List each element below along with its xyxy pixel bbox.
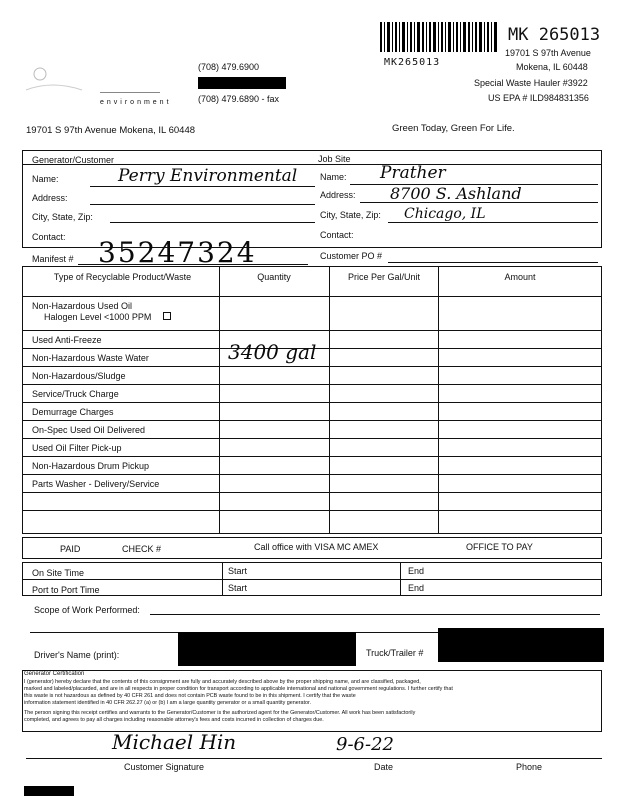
table-row-type: Demurrage Charges bbox=[32, 407, 114, 417]
footer-redaction bbox=[24, 786, 74, 796]
fax-number: (708) 479.6890 - fax bbox=[198, 94, 280, 104]
check-label: CHECK # bbox=[122, 544, 162, 554]
paid-label: PAID bbox=[60, 544, 81, 554]
barcode-number: MK265013 bbox=[384, 57, 441, 68]
date-label: Date bbox=[374, 762, 394, 772]
street-address: 19701 S 97th Avenue Mokena, IL 60448 bbox=[26, 125, 196, 136]
card-label: Call office with VISA MC AMEX bbox=[254, 542, 379, 552]
jobsite-address-value: 8700 S. Ashland bbox=[390, 184, 522, 203]
table-row-quantity: 3400 gal bbox=[228, 340, 317, 364]
jobsite-name-label: Name: bbox=[320, 172, 347, 182]
manifest-label: Manifest # bbox=[32, 254, 74, 264]
table-row-type: Non-Hazardous Used Oil bbox=[32, 301, 133, 311]
office-pay-label: OFFICE TO PAY bbox=[466, 542, 533, 552]
col-header-price: Price Per Gal/Unit bbox=[347, 272, 421, 282]
port-end-label: End bbox=[408, 583, 425, 593]
truck-trailer-label: Truck/Trailer # bbox=[366, 648, 424, 658]
generator-city-label: City, State, Zip: bbox=[32, 212, 93, 222]
table-row-type: Parts Washer - Delivery/Service bbox=[32, 479, 160, 489]
port-time-label: Port to Port Time bbox=[32, 585, 100, 595]
signature-date: 9-6-22 bbox=[336, 734, 394, 755]
cert-text-1: I (generator) hereby declare that the contents of this consignment are fully and accurately described above by the proper shipping name, and are classified, packaged, bbox=[24, 679, 421, 685]
jobsite-section-label: Job Site bbox=[318, 154, 351, 164]
manifest-mk-number: MK 265013 bbox=[508, 25, 601, 45]
table-row-type: Non-Hazardous Drum Pickup bbox=[32, 461, 150, 471]
jobsite-address-label: Address: bbox=[320, 190, 356, 200]
phone-number: (708) 479.6900 bbox=[198, 62, 260, 72]
col-header-amount: Amount bbox=[504, 272, 536, 282]
onsite-start-label: Start bbox=[228, 566, 248, 576]
halogen-checkbox[interactable] bbox=[163, 312, 171, 320]
jobsite-city-label: City, State, Zip: bbox=[320, 210, 381, 220]
company-logo bbox=[22, 60, 92, 100]
scope-label: Scope of Work Performed: bbox=[34, 605, 140, 615]
onsite-end-label: End bbox=[408, 566, 425, 576]
table-row-type: Non-Hazardous Waste Water bbox=[32, 353, 149, 363]
generator-address-label: Address: bbox=[32, 193, 68, 203]
table-row-type: Used Oil Filter Pick-up bbox=[32, 443, 122, 453]
driver-name-redaction bbox=[178, 632, 356, 666]
generator-contact-label: Contact: bbox=[32, 232, 66, 242]
table-row-type: Used Anti-Freeze bbox=[32, 335, 102, 345]
table-row-type: Non-Hazardous/Sludge bbox=[32, 371, 126, 381]
generator-name-label: Name: bbox=[32, 174, 59, 184]
generator-section-label: Generator/Customer bbox=[32, 155, 115, 165]
generator-name-value: Perry Environmental bbox=[118, 166, 298, 186]
phone-label: Phone bbox=[516, 762, 543, 772]
driver-name-label: Driver's Name (print): bbox=[34, 650, 120, 660]
hauler-number: Special Waste Hauler #3922 bbox=[474, 78, 588, 88]
onsite-time-label: On Site Time bbox=[32, 568, 85, 578]
customer-signature: Michael Hin bbox=[112, 730, 237, 754]
cert-text-2: marked and labeled/placarded, and are in all respects in proper condition for transport according to applicable international and national government regulations. I further certify that bbox=[24, 686, 453, 692]
epa-number: US EPA # ILD984831356 bbox=[488, 93, 589, 103]
slogan: Green Today, Green For Life. bbox=[392, 123, 515, 134]
col-header-quantity: Quantity bbox=[257, 272, 291, 282]
jobsite-name-value: Prather bbox=[380, 163, 446, 183]
manifest-value: 35247324 bbox=[98, 236, 257, 269]
cert-text-5: The person signing this receipt certifies and warrants to the Generator/Customer is the authorized agent for the Generator/Customer. All work has been satisfactorily bbox=[24, 710, 416, 716]
address-line1: 19701 S 97th Avenue bbox=[505, 48, 591, 58]
customer-po-label: Customer PO # bbox=[320, 251, 383, 261]
table-row-subtype: Halogen Level <1000 PPM bbox=[44, 312, 152, 322]
table-row-type: On-Spec Used Oil Delivered bbox=[32, 425, 146, 435]
cert-title: Generator Certification bbox=[24, 671, 85, 677]
col-header-type: Type of Recyclable Product/Waste bbox=[53, 272, 192, 282]
barcode bbox=[380, 22, 500, 56]
port-start-label: Start bbox=[228, 583, 248, 593]
cert-text-3: this waste is not hazardous as defined by 40 CFR 261 and does not contain PCB waste found to be in this shipment. I certify that the waste bbox=[24, 693, 356, 699]
truck-redaction bbox=[438, 628, 604, 662]
logo-subtitle: environment bbox=[100, 99, 172, 106]
address-line2: Mokena, IL 60448 bbox=[516, 62, 588, 72]
redaction-bar bbox=[198, 77, 286, 89]
cert-text-6: completed, and agrees to pay all charges including reasonable attorney's fees and costs incurred in collection of charges due. bbox=[24, 717, 324, 723]
cert-text-4: information statement identified in 40 CFR 262.27 (a) or (b) I am a large quantity generator or a small quantity generator. bbox=[24, 700, 312, 706]
table-row-type: Service/Truck Charge bbox=[32, 389, 119, 399]
customer-signature-label: Customer Signature bbox=[124, 762, 205, 772]
jobsite-city-value: Chicago, IL bbox=[404, 206, 486, 222]
jobsite-contact-label: Contact: bbox=[320, 230, 354, 240]
